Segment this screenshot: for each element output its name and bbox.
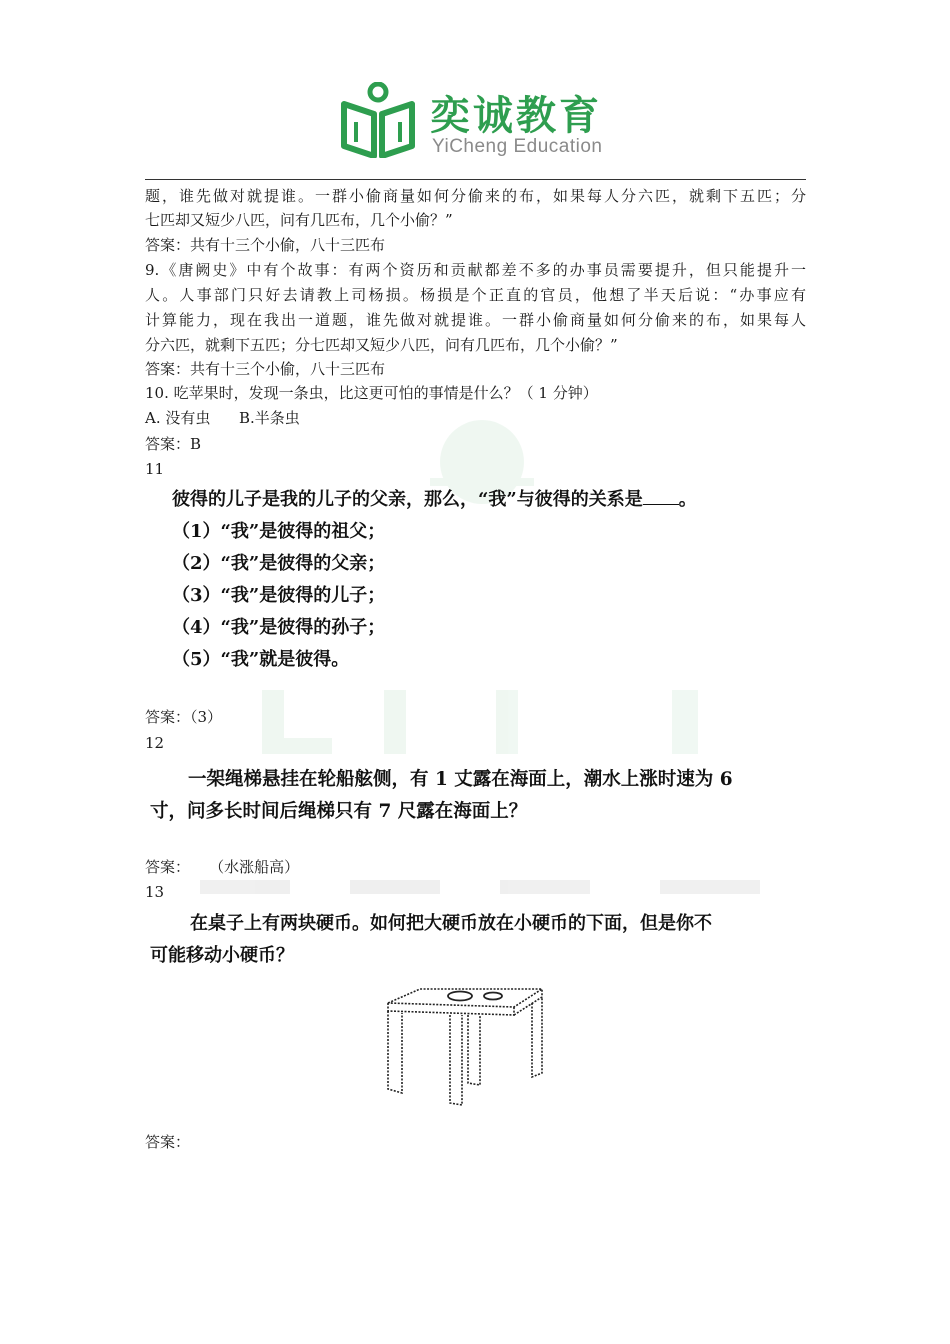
answer-line: 答案：B [145,435,202,453]
text-line: 题，谁先做对就提谁。一群小偷商量如何分偷来的布，如果每人分六匹，就剩下五匹；分 [145,187,806,205]
question-11-option: （2）“我”是彼得的父亲； [172,553,386,574]
question-10-line: 10. 吃苹果时，发现一条虫，比这更可怕的事情是什么？（ 1 分钟） [145,384,598,402]
question-13-image [150,908,790,972]
question-11-stem: 彼得的儿子是我的儿子的父亲，那么，“我”与彼得的关系是 。 [172,484,697,516]
answer-line: 答案：（3） [145,708,223,726]
answer-line: 答案： [145,1133,191,1151]
question-number: 12 [145,734,165,752]
question-number: 11 [145,460,165,478]
question-11-image [172,484,697,676]
book-logo-icon [338,82,418,158]
question-9-line: 9.《唐阙史》中有个故事：有两个资历和贡献都差不多的办事员需要提升，但只能提升一 [145,261,806,279]
question-13-line: 在桌子上有两块硬币。如何把大硬币放在小硬币的下面，但是你不 [190,913,712,934]
text-line: 分六匹，就剩下五匹；分七匹却又短少八匹，问有几匹布，几个小偷？” [145,336,618,354]
question-12-line: 一架绳梯悬挂在轮船舷侧，有 1 丈露在海面上，潮水上涨时速为 6 [188,769,733,790]
text-line: 人。人事部门只好去请教上司杨损。杨损是个正直的官员，他想了半天后说：“办事应有 [145,286,806,304]
question-11-option: （3）“我”是彼得的儿子； [172,585,386,606]
question-11-option: （4）“我”是彼得的孙子； [172,617,386,638]
table-with-coins-illustration [380,985,550,1110]
brand-name-cn: 奕诚教育 [430,93,602,139]
text-line: 七匹却又短少八匹，问有几匹布，几个小偷？” [145,211,453,229]
header-divider [145,179,806,180]
page-header [0,70,950,170]
text-line: 计算能力，现在我出一道题，谁先做对就提谁。一群小偷商量如何分偷来的布，如果每人 [145,311,806,329]
brand-name-en: YiCheng Education [432,136,603,157]
answer-line: 答案：共有十三个小偷，八十三匹布 [145,360,386,378]
answer-line: 答案： （水涨船高） [145,858,300,876]
question-10-options: A. 没有虫 B.半条虫 [145,409,300,427]
question-number: 13 [145,883,165,901]
question-12-image [150,764,802,828]
question-11-option: （1）“我”是彼得的祖父； [172,521,386,542]
question-11-option: （5）“我”就是彼得。 [172,649,350,670]
answer-line: 答案：共有十三个小偷，八十三匹布 [145,236,386,254]
question-12-line: 寸，问多长时间后绳梯只有 7 尺露在海面上？ [150,801,528,822]
question-13-line: 可能移动小硬币？ [150,945,294,966]
